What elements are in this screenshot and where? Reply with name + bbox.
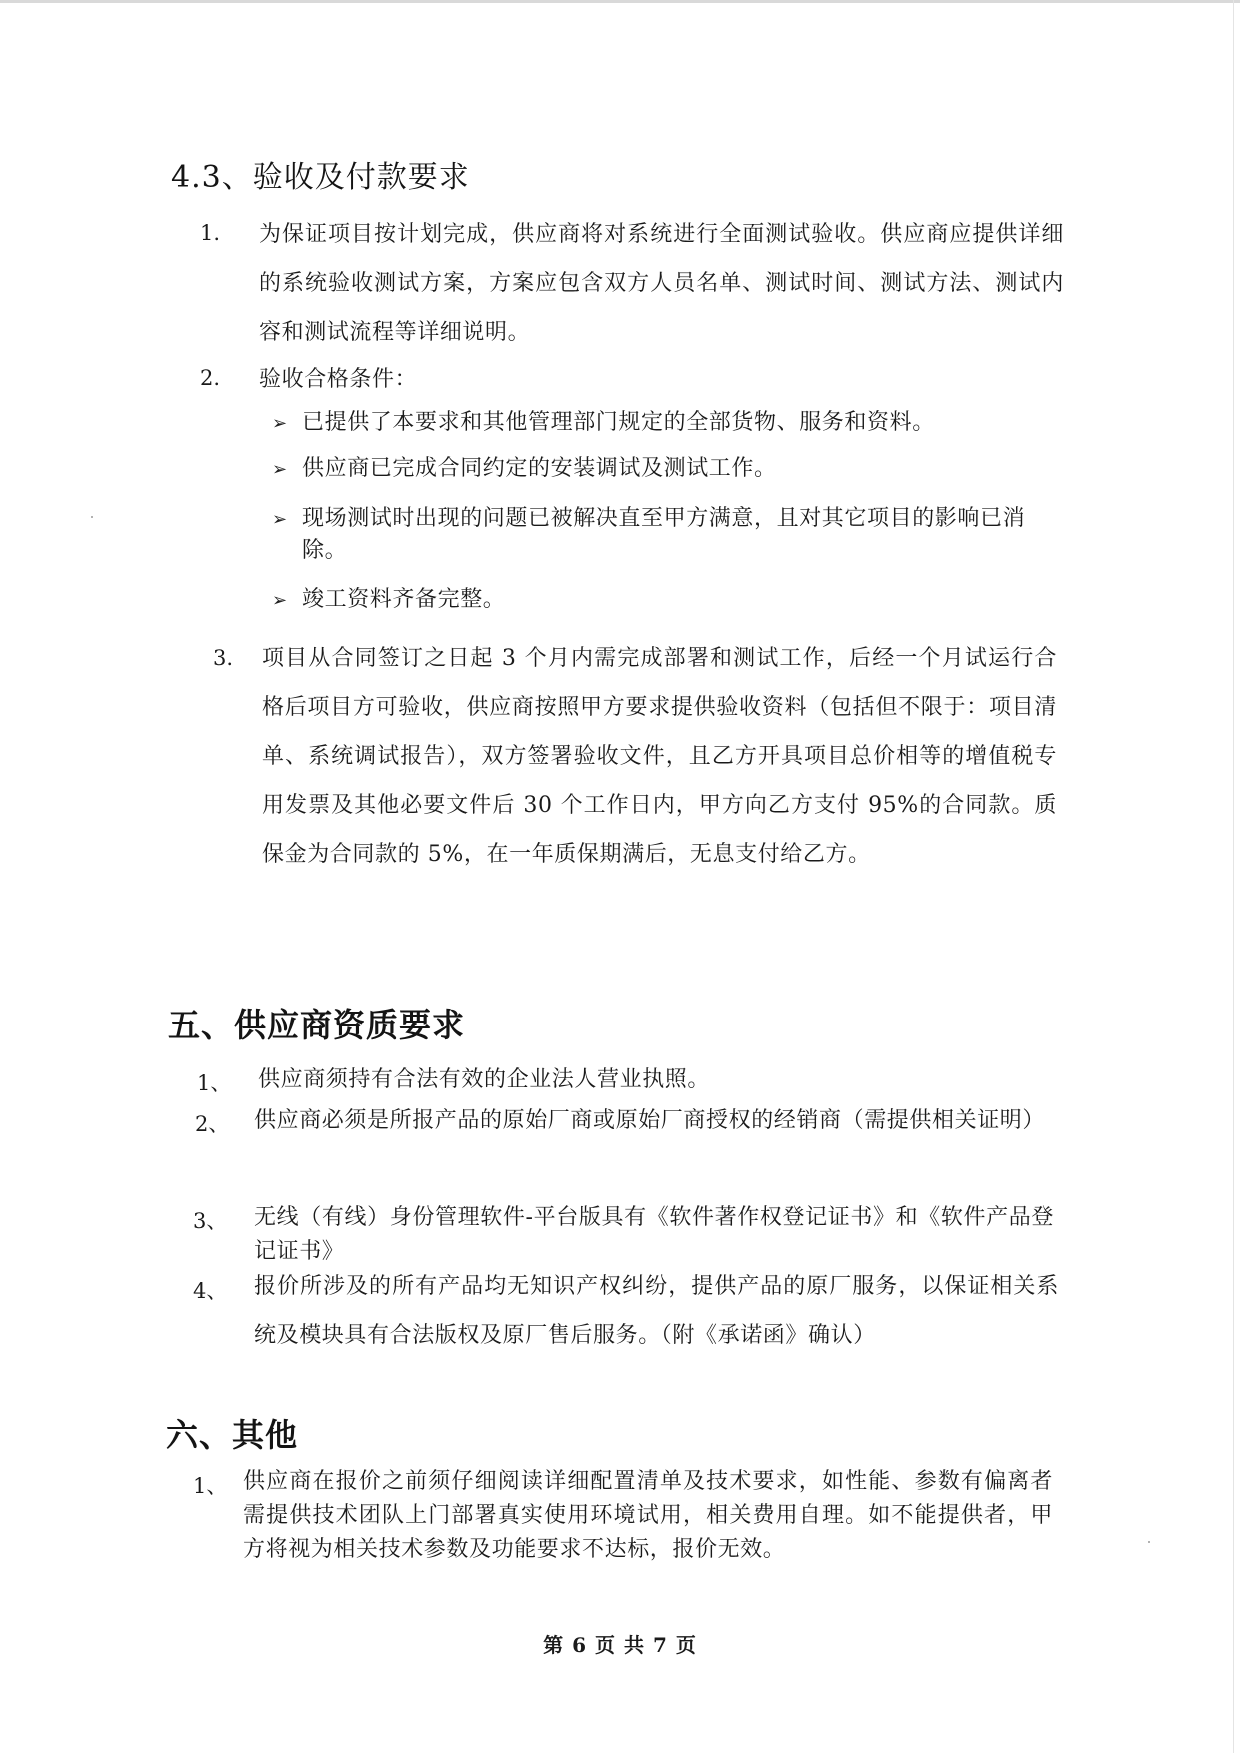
section-4-3-item-3-number: 3. <box>213 646 234 670</box>
section-5-item-3-text: 无线（有线）身份管理软件-平台版具有《软件著作权登记证书》和《软件产品登记证书》 <box>254 1205 1054 1264</box>
section-4-3-item-2-text: 验收合格条件： <box>259 367 418 392</box>
page-right-edge <box>1233 0 1234 1753</box>
arrow-bullet-icon: ➢ <box>272 590 288 611</box>
section-5-item-1-number: 1、 <box>197 1071 232 1095</box>
arrow-bullet-icon: ➢ <box>272 509 288 530</box>
bullet-text: 现场测试时出现的问题已被解决直至甲方满意，且对其它项目的影响已消除。 <box>302 506 1026 563</box>
section-5-item-2-text: 供应商必须是所报产品的原始厂商或原始厂商授权的经销商（需提供相关证明） <box>254 1108 1046 1133</box>
section-5-item-3-number: 3、 <box>193 1209 228 1233</box>
section-5-item-4-text: 报价所涉及的所有产品均无知识产权纠纷，提供产品的原厂服务，以保证相关系统及模块具有合法版权及原厂售后服务。（附《承诺函》确认） <box>254 1274 1059 1348</box>
section-4-3-item-1-text: 为保证项目按计划完成，供应商将对系统进行全面测试验收。供应商应提供详细的系统验收测试方案，方案应包含双方人员名单、测试时间、测试方法、测试内容和测试流程等详细说明。 <box>259 222 1064 345</box>
section-5-item-2-number: 2、 <box>195 1112 230 1136</box>
scan-speck <box>91 516 93 518</box>
acceptance-condition-bullet <box>272 453 1062 485</box>
bullet-text: 已提供了本要求和其他管理部门规定的全部货物、服务和资料。 <box>302 410 935 435</box>
scan-speck <box>1148 1541 1150 1543</box>
acceptance-condition-bullet <box>272 584 1062 616</box>
section-4-3-item-2-number: 2. <box>200 366 221 390</box>
section-6-title: 六、其他 <box>166 1416 299 1454</box>
acceptance-condition-bullet <box>272 503 1062 567</box>
section-6-item-1-text: 供应商在报价之前须仔细阅读详细配置清单及技术要求，如性能、参数有偏离者需提供技术团队上门部署真实使用环境试用，相关费用自理。如不能提供者，甲方将视为相关技术参数及功能要求不达标，报价无效。 <box>243 1469 1053 1562</box>
section-5-title: 五、供应商资质要求 <box>168 1006 466 1044</box>
section-5-item-1-text: 供应商须持有合法有效的企业法人营业执照。 <box>258 1067 711 1092</box>
bullet-text: 供应商已完成合同约定的安装调试及测试工作。 <box>302 456 777 481</box>
bullet-text: 竣工资料齐备完整。 <box>302 587 506 612</box>
section-4-3-item-3-text: 项目从合同签订之日起 3 个月内需完成部署和测试工作，后经一个月试运行合格后项目方可验收，供应商按照甲方要求提供验收资料（包括但不限于：项目清单、系统调试报告），双方签署验收文件，且乙方开具项目总价相等的增值税专用发票及其他必要文件后 30 个工作日内，甲方向乙方支付 95%的合同款。质保金为合同款的 5%，在一年质保期满后，无息支付给乙方。 <box>262 646 1057 867</box>
section-4-3-title: 4.3、验收及付款要求 <box>171 160 470 195</box>
section-5-item-4-number: 4、 <box>193 1279 228 1303</box>
arrow-bullet-icon: ➢ <box>272 413 288 434</box>
arrow-bullet-icon: ➢ <box>272 459 288 480</box>
section-6-item-1-number: 1、 <box>193 1474 228 1498</box>
acceptance-condition-bullet <box>272 407 1062 439</box>
section-4-3-item-1-number: 1. <box>200 221 221 245</box>
page-top-edge <box>0 0 1240 3</box>
page-number-footer: 第 6 页 共 7 页 <box>543 1633 697 1657</box>
